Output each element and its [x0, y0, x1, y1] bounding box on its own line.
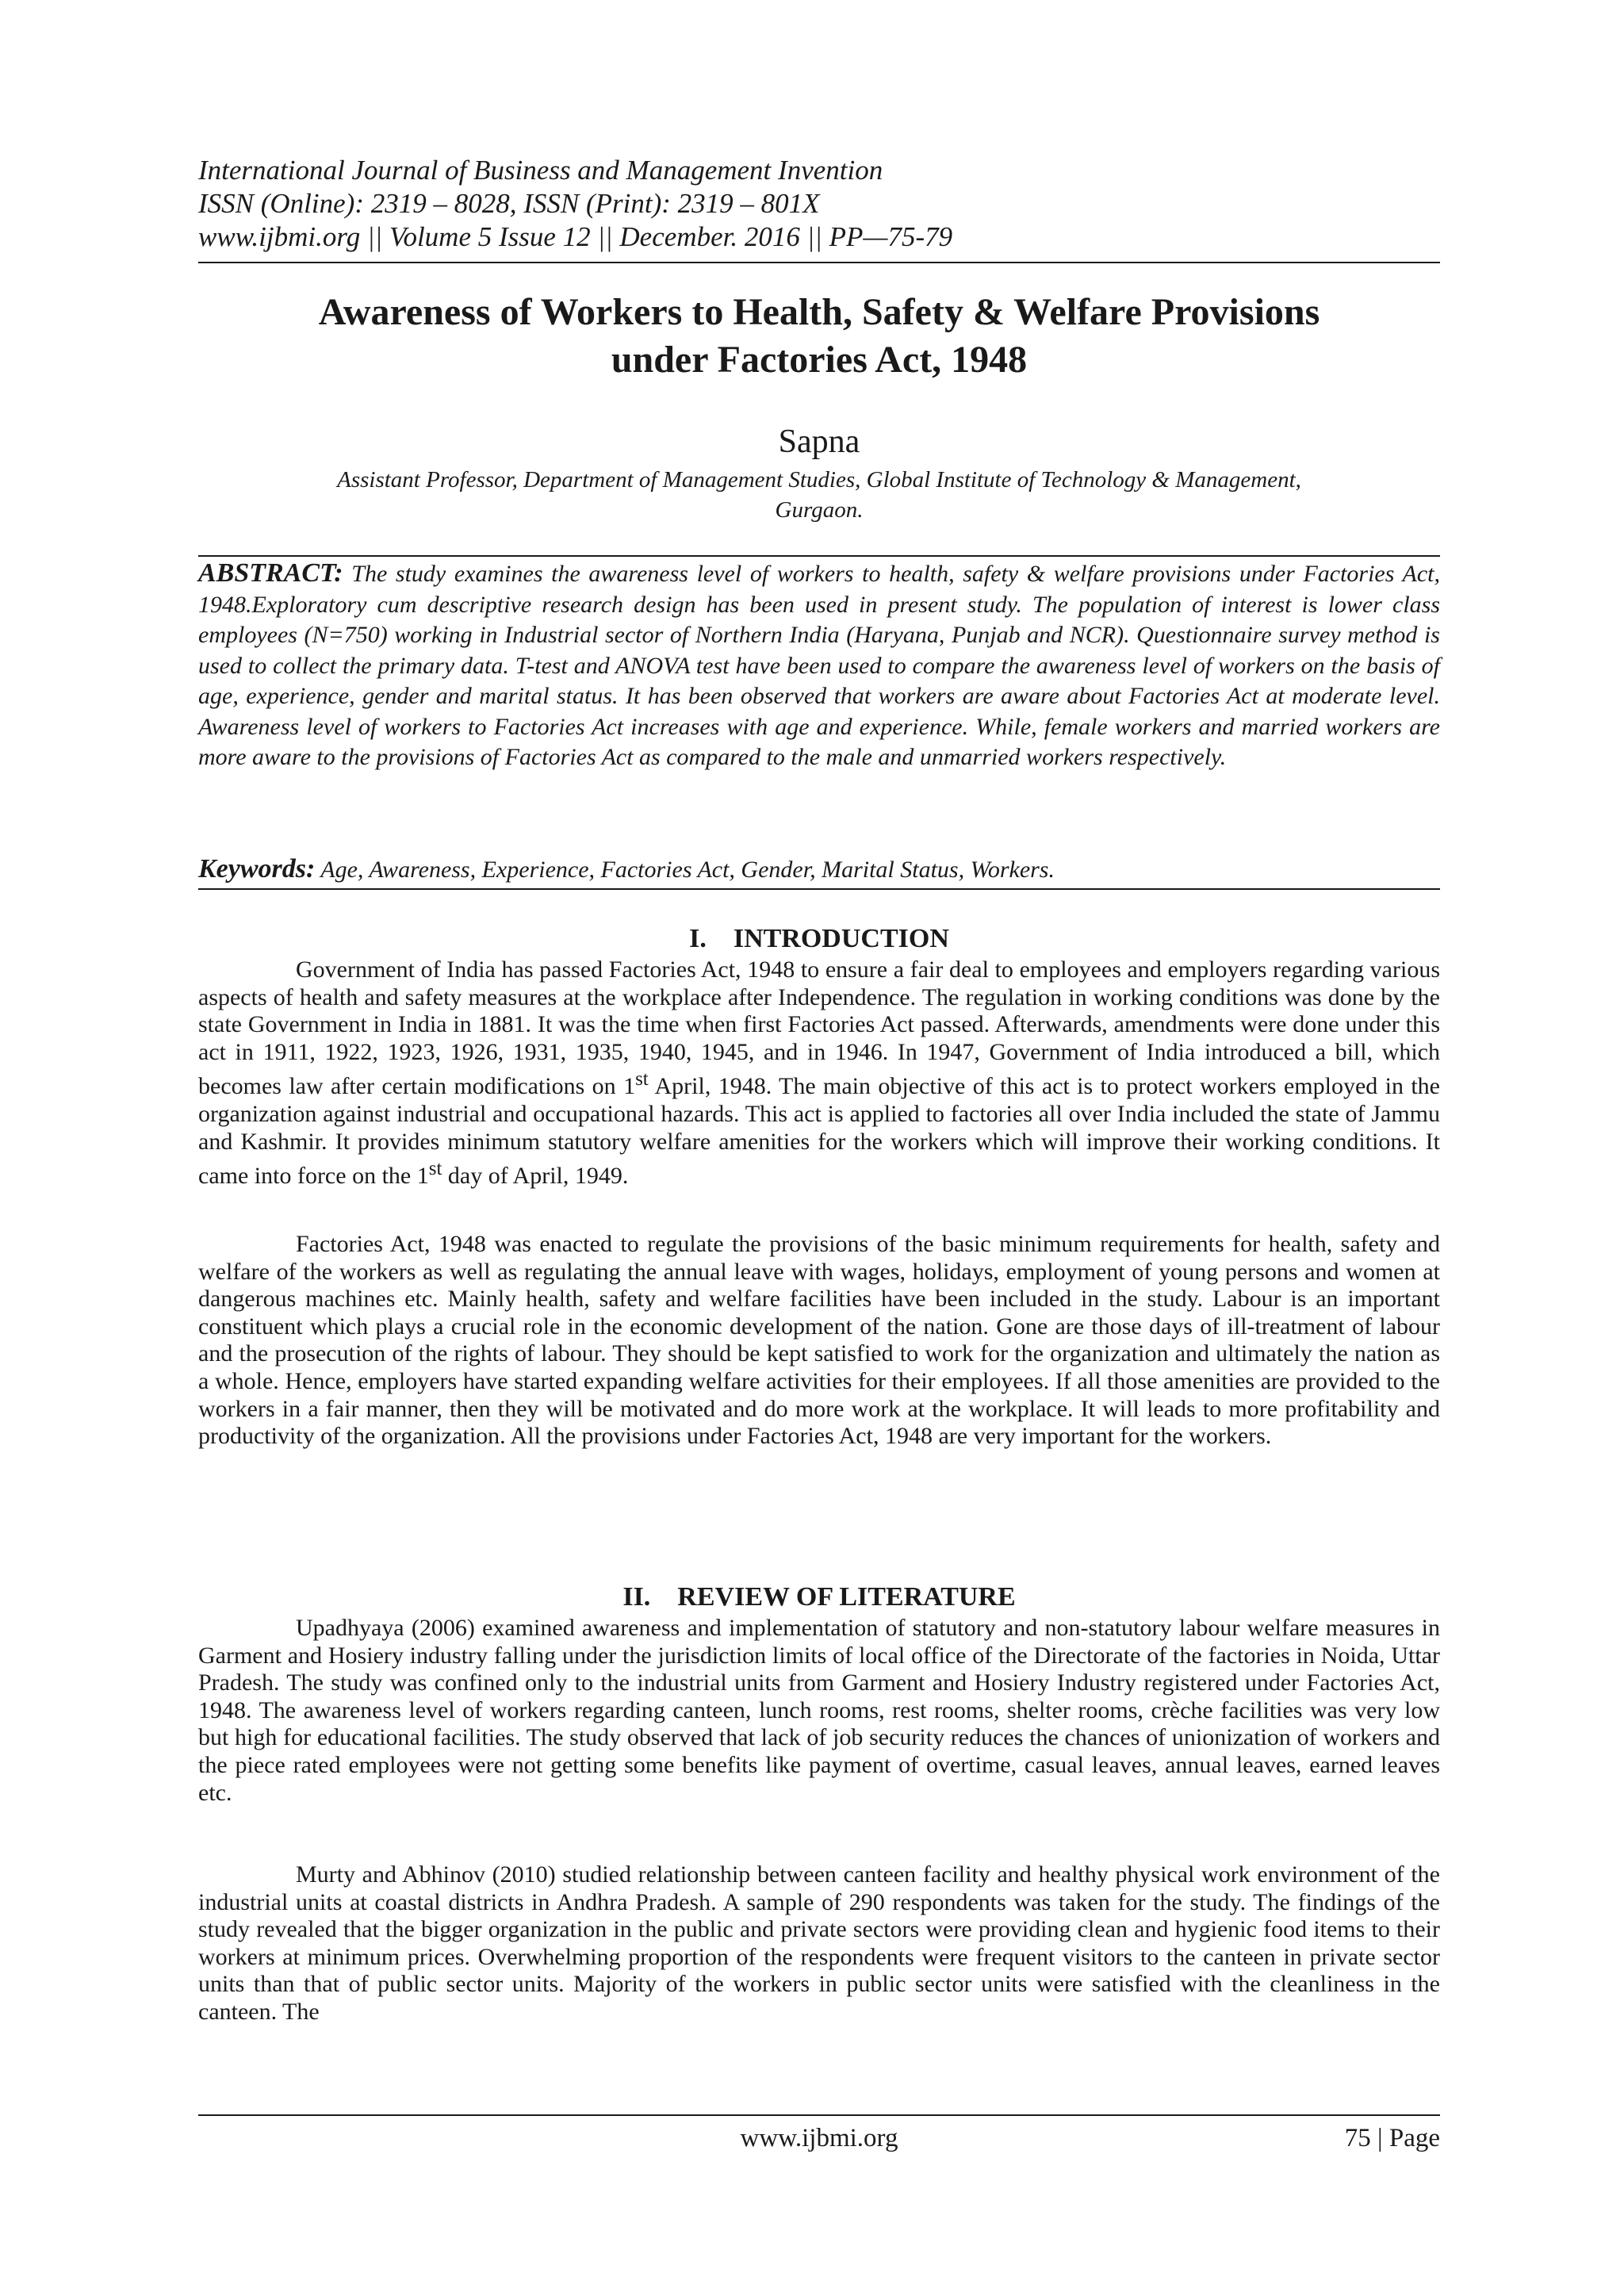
journal-issn: ISSN (Online): 2319 – 8028, ISSN (Print): 2319 – 801X — [198, 188, 820, 219]
affiliation-line-2: Gurgaon. — [775, 497, 864, 523]
section-heading-text: II. REVIEW OF LITERATURE — [622, 1582, 1016, 1612]
affiliation-line-1: Assistant Professor, Department of Management Studies, Global Institute of Technology & Management, — [337, 467, 1301, 493]
keywords — [198, 853, 1440, 886]
paragraph-text: Murty and Abhinov (2010) studied relationship between canteen facility and healthy physical work environment of the industrial units at coastal districts in Andhra Pradesh. A sample of 290 respondents was taken for the study. The findings of the study revealed that the bigger organization in the public and private sectors were providing clean and hygienic food items to their workers at minimum prices. Overwhelming proportion of the respondents were frequent visitors to the canteen in private sector units than that of public sector units. Majority of the workers in public sector units were satisfied with the cleanliness in the canteen. The — [198, 1861, 1440, 2025]
author-name: Sapna — [778, 424, 860, 460]
paragraph-text: Government of India has passed Factories Act, 1948 to ensure a fair deal to employees and employers regarding various aspects of health and safety measures at the workplace after Independence. The regulation in working conditions was done by the state Government in India in 1881. It was the time when first Factories Act passed. Afterwards, amendments were done under this act in 1911, 1922, 1923, 1926, 1931, 1935, 1940, 1945, and in 1946. In 1947, Government of India introduced a bill, which becomes law after certain modifications on 1 — [198, 956, 1440, 1100]
header-divider — [198, 262, 1440, 263]
title-line-2: under Factories Act, 1948 — [611, 339, 1028, 381]
paragraph-review-2 — [198, 1861, 1440, 2026]
abstract-top-divider — [198, 555, 1440, 557]
section-heading-text: I. INTRODUCTION — [689, 924, 949, 953]
abstract-bottom-divider — [198, 888, 1440, 890]
abstract-text: The study examines the awareness level of workers to health, safety & welfare provisions under Factories Act, 1948.Exploratory cum descriptive research design has been used in present study. The population of interest is lower class employees (N=750) working in Industrial sector of Northern India (Haryana, Punjab and NCR). Questionnaire survey method is used to collect the primary data. T-test and ANOVA test have been used to compare the awareness level of workers on the basis of age, experience, gender and marital status. It has been observed that workers are aware about Factories Act at moderate level. Awareness level of workers to Factories Act increases with age and experience. While, female workers and married workers are more aware to the provisions of Factories Act as compared to the male and unmarried workers respectively. — [198, 561, 1440, 770]
journal-name: International Journal of Business and Management Invention — [198, 155, 883, 186]
paragraph-text: day of April, 1949. — [442, 1163, 629, 1190]
footer-website: www.ijbmi.org — [740, 2124, 898, 2152]
paragraph-intro-1 — [198, 956, 1440, 1190]
section-heading-review-of-literature — [198, 1581, 1440, 1613]
paragraph-intro-2 — [198, 1231, 1440, 1451]
footer-page-number: 75 | Page — [1344, 2124, 1440, 2152]
paragraph-review-1 — [198, 1615, 1440, 1807]
abstract-label: ABSTRACT: — [198, 558, 343, 588]
journal-header — [198, 154, 1440, 254]
paragraph-text: Upadhyaya (2006) examined awareness and implementation of statutory and non-statutory labour welfare measures in Garment and Hosiery industry falling under the jurisdiction limits of local office of the Directorate of the factories in Noida, Uttar Pradesh. The study was confined only to the industrial units from Garment and Hosiery Industry registered under Factories Act, 1948. The awareness level of workers regarding canteen, lunch rooms, rest rooms, shelter rooms, crèche facilities was very low but high for educational facilities. The study observed that lack of job security reduces the chances of unionization of workers and the piece rated employees were not getting some benefits like payment of overtime, casual leaves, annual leaves, earned leaves etc. — [198, 1615, 1440, 1806]
paragraph-text: Factories Act, 1948 was enacted to regulate the provisions of the basic minimum requirements for health, safety and welfare of the workers as well as regulating the annual leave with wages, holidays, employment of young persons and women at dangerous machines etc. Mainly health, safety and welfare facilities have been included in the study. Labour is an important constituent which plays a crucial role in the economic development of the nation. Gone are those days of ill-treatment of labour and the prosecution of the rights of labour. They should be kept satisfied to work for the organization and ultimately the nation as a whole. Hence, employers have started expanding welfare activities for their employees. If all those amenities are provided to the workers in a fair manner, then they will be motivated and do more work at the workplace. It will leads to more profitability and productivity of the organization. All the provisions under Factories Act, 1948 are very important for the workers. — [198, 1231, 1440, 1450]
superscript: st — [635, 1068, 649, 1091]
superscript: st — [428, 1158, 442, 1180]
keywords-label: Keywords: — [198, 854, 316, 884]
journal-volume: www.ijbmi.org || Volume 5 Issue 12 || December. 2016 || PP—75-79 — [198, 221, 953, 252]
section-heading-introduction — [198, 923, 1440, 955]
title-line-1: Awareness of Workers to Health, Safety & Welfare Provisions — [318, 291, 1320, 333]
paragraph-text: April, 1948. The main objective of this act is to protect workers employed in the organization against industrial and occupational hazards. This act is applied to factories all over India included the state of Jammu and Kashmir. It provides minimum statutory welfare amenities for the workers which will improve their working conditions. It came into force on the 1 — [198, 1073, 1440, 1190]
keywords-text: Age, Awareness, Experience, Factories Act, Gender, Marital Status, Workers. — [315, 857, 1055, 883]
author-affiliation — [198, 465, 1440, 525]
paper-title — [198, 289, 1440, 384]
footer-divider — [198, 2114, 1440, 2116]
abstract — [198, 558, 1440, 773]
